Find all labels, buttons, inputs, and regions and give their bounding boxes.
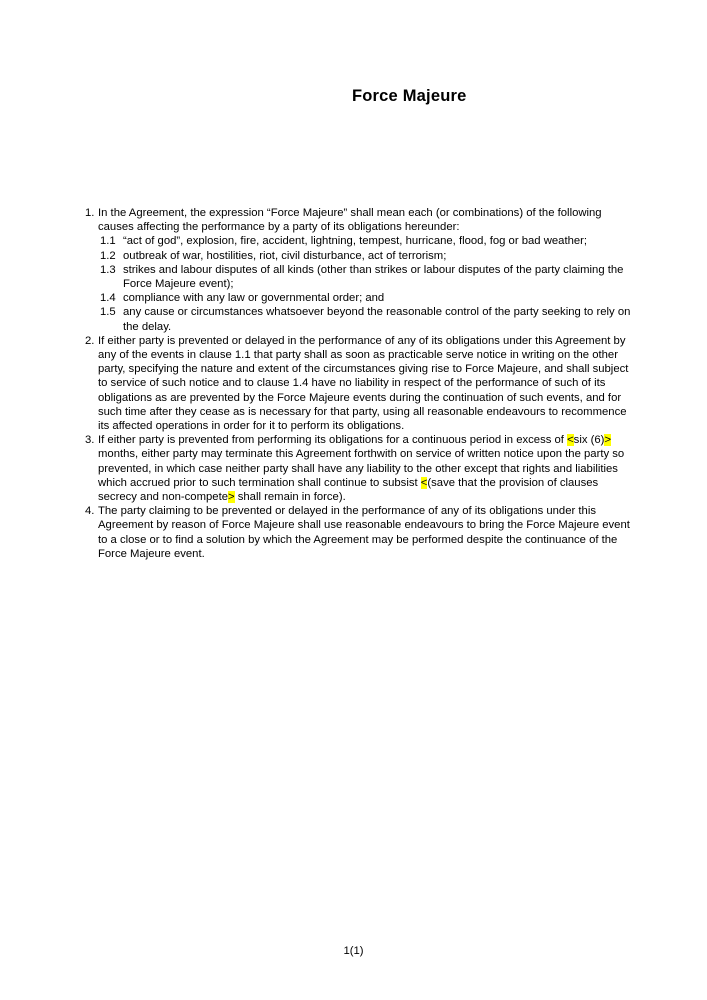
clause-item [85, 206, 631, 334]
clause-number: 4. [85, 505, 95, 518]
clause-text-segment: any cause or circumstances whatsoever beyond the reasonable control of the party seeking to rely on the delay. [123, 306, 631, 333]
subclause-body [123, 305, 631, 333]
clause-number: 2. [85, 334, 95, 347]
subclause-body [123, 249, 631, 263]
clause-text-segment: “act of god”, explosion, fire, accident, lightning, tempest, hurricane, flood, fog or bad weather; [123, 235, 588, 248]
subclause-body [123, 234, 631, 248]
clause-text-segment: six (6) [573, 434, 605, 447]
subclause-number: 1.1 [100, 235, 116, 248]
document-title: Force Majeure [352, 87, 467, 105]
highlighted-marker: < [567, 434, 574, 447]
subclause-number: 1.2 [100, 249, 116, 262]
subclause-number: 1.5 [100, 306, 116, 319]
clause-body [98, 334, 631, 433]
clause-text-segment: In the Agreement, the expression “Force Majeure” shall mean each (or combinations) of the following causes affecting the performance by a party of its obligations hereunder: [98, 207, 602, 234]
clause-text-segment: compliance with any law or governmental order; and [123, 292, 385, 305]
clause-body [98, 433, 631, 504]
highlighted-marker: < [420, 476, 428, 489]
clause-item [85, 433, 631, 504]
clause-text-segment: The party claiming to be prevented or delayed in the performance of any of its obligations under this Agreement by reason of Force Majeure shall use reasonable endeavours to bring the Force Majeure event to a close or to find a solution by which the Agreement may be performed despite the continuance of the Force Majeure event. [98, 505, 630, 560]
clause-text-segment: months, either party may terminate this Agreement forthwith on service of written notice upon the party so prevented, in which case neither party shall have any liability to the other except that rights and liabilities which accrued prior to such termination shall continue to subsist [98, 448, 625, 489]
clause-text-segment: If either party is prevented from performing its obligations for a continuous period in excess of [98, 434, 568, 447]
subclause-body [123, 263, 631, 291]
clause-text-segment: strikes and labour disputes of all kinds (other than strikes or labour disputes of the party claiming the Force Majeure event); [123, 263, 624, 291]
clause-body [98, 504, 631, 561]
subclause-number: 1.3 [100, 263, 116, 276]
clause-number: 3. [85, 434, 95, 447]
clause-text-segment: shall remain in force). [234, 491, 346, 504]
subclause-item [98, 249, 631, 263]
subclause-body [123, 291, 631, 305]
clause-text-segment: (save that the provision of clauses secrecy and non-compete [98, 476, 599, 504]
clause-text-segment: If either party is prevented or delayed in the performance of any of its obligations under this Agreement by any of the events in clause 1.1 that party shall as soon as practicable serve notice in writing on the other party, specifying the nature and extent of the circumstances giving rise to Force Majeure, and shall subject to service of such notice and to clause 1.4 have no liability in respect of the performance of such of its obligations as are prevented by the Force Majeure events during the continuation of such events, and for such time after they cease as is necessary for that party, using all reasonable endeavours to recommence its affected operations in order for it to perform its obligations. [98, 334, 629, 433]
subclause-number: 1.4 [100, 292, 116, 305]
clause-body [98, 206, 631, 334]
highlighted-marker: > [228, 491, 235, 504]
subclause-item [98, 234, 631, 248]
clause-list [85, 206, 631, 561]
clause-item [85, 334, 631, 433]
subclause-item [98, 263, 631, 291]
clause-item [85, 504, 631, 561]
clause-number: 1. [85, 207, 95, 219]
subclause-item [98, 305, 631, 333]
highlighted-marker: > [604, 434, 612, 447]
subclause-item [98, 291, 631, 305]
page-number: 1(1) [343, 945, 364, 957]
clause-text-segment: outbreak of war, hostilities, riot, civil disturbance, act of terrorism; [123, 249, 447, 262]
